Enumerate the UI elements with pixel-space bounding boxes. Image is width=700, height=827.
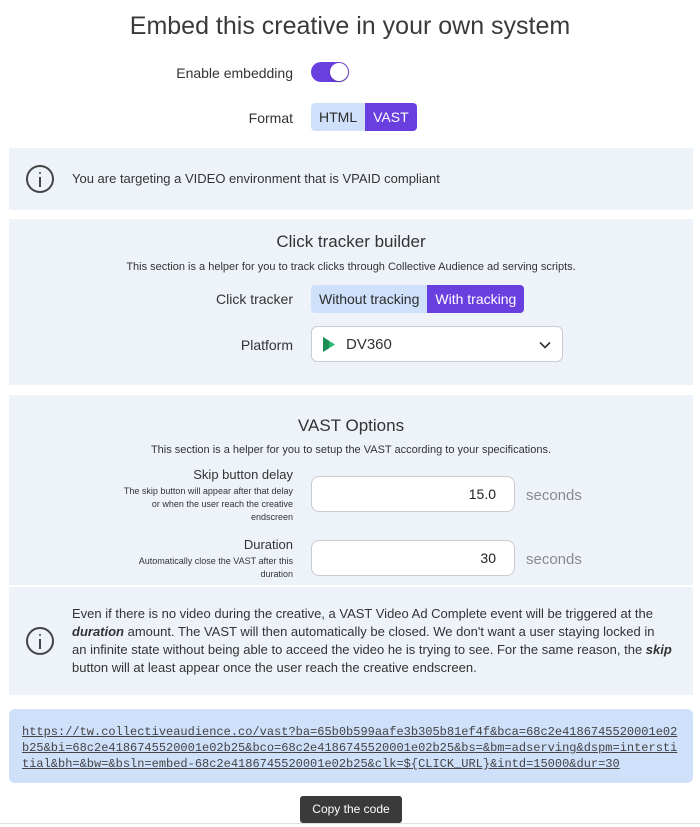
skip-delay-unit: seconds [526,487,582,504]
embed-url-box [9,709,693,783]
duration-input[interactable] [311,540,515,576]
skip-delay-input[interactable] [311,476,515,512]
click-tracker-title: Click tracker builder [276,232,426,251]
info-icon [26,627,54,655]
format-option-vast[interactable]: VAST [365,103,417,131]
target-info-panel [9,148,693,210]
platform-select[interactable] [311,326,563,362]
enable-embedding-toggle[interactable] [311,62,349,82]
click-tracker-selector [311,285,524,313]
duration-notice-text: Even if there is no video during the creative, a VAST Video Ad Complete event will be triggered at the duration amount. The VAST will then automatically be closed. We don't want a user staying locked in an infinite state without being able to acceed the video he is trying to see. For the same reason, the skip button will at least appear once the user reach the creative endscreen. [72,606,672,675]
page-title: Embed this creative in your own system [129,12,571,40]
duration-label: Duration [243,537,293,552]
format-selector [311,103,417,131]
dv360-play-icon [322,336,336,353]
bottom-divider [0,823,700,824]
duration-notice-panel [9,587,693,695]
platform-value: DV360 [346,336,392,353]
notice-skip-emphasis: skip [645,642,672,657]
skip-delay-hint: The skip button will appear after that delay or when the user reach the creative endscreen [123,486,293,522]
embed-url-link[interactable]: https://tw.collectiveaudience.co/vast?ba=65b0b599aafe3b305b81ef4f&bca=68c2e4186745520001e02b25&bi=68c2e4186745520001e02b25&bco=68c2e4186745520001e02b25&bs=&bm=adserving&dspm=interstitial&bh=&bw=&bsln=embed-68c2e4186745520001e02b25&clk=${CLICK_URL}&intd=15000&dur=30 [22,725,678,771]
info-icon [26,165,54,193]
format-option-html[interactable]: HTML [311,103,365,131]
click-tracker-subtitle: This section is a helper for you to track clicks through Collective Audience ad serving scripts. [126,261,576,273]
vast-options-title: VAST Options [297,416,405,435]
copy-code-button[interactable]: Copy the code [300,796,402,823]
chevron-down-icon [538,338,552,352]
duration-hint: Automatically close the VAST after this duration [138,556,293,579]
platform-label: Platform [240,337,293,353]
click-tracker-label: Click tracker [215,291,293,307]
duration-unit: seconds [526,551,582,568]
click-tracker-option-without[interactable]: Without tracking [311,285,427,313]
format-label: Format [248,110,293,126]
vast-options-subtitle: This section is a helper for you to setup the VAST according to your specifications. [150,444,552,456]
notice-duration-emphasis: duration [72,624,124,639]
target-info-text: You are targeting a VIDEO environment that is VPAID compliant [72,171,440,186]
skip-delay-label: Skip button delay [193,467,293,482]
enable-embedding-label: Enable embedding [176,65,293,81]
click-tracker-option-with[interactable]: With tracking [427,285,524,313]
toggle-knob [330,63,348,81]
